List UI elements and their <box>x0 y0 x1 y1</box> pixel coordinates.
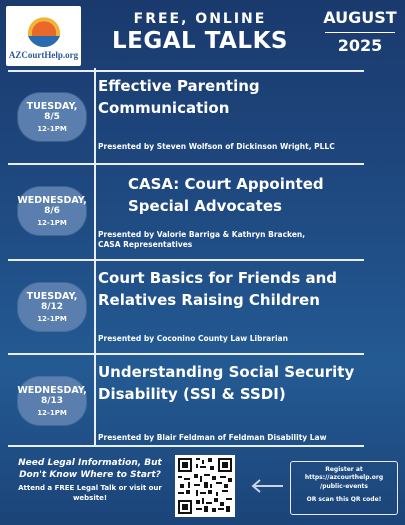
arrow-left-icon <box>250 479 284 493</box>
event-title-line: Court Basics for Friends and <box>98 269 338 287</box>
date-badge <box>18 187 86 235</box>
year-label: 2025 <box>337 36 383 55</box>
footer-info <box>10 458 170 503</box>
event-date: 8/6 <box>44 206 60 217</box>
event-title-line: Disability (SSI & SSDI) <box>98 384 286 403</box>
event-presenter: Presented by Valorie Barriga & Kathryn Bracken, CASA Representatives <box>98 230 306 250</box>
event-title-line: Effective Parenting <box>98 77 260 95</box>
event-title-line: Communication <box>98 98 230 117</box>
date-badge <box>18 377 86 425</box>
event-date: 8/12 <box>40 302 64 313</box>
title-small: FREE, ONLINE <box>133 11 267 27</box>
event-time: 12-1PM <box>37 124 67 133</box>
event-presenter: Presented by Coconino County Law Librarian <box>98 334 288 343</box>
event-presenter: Presented by Blair Feldman of Feldman Disability Law <box>98 433 327 442</box>
month-divider <box>325 32 395 33</box>
event-title[interactable] <box>98 362 398 406</box>
logo-text: AZCourtHelp.org <box>8 49 79 60</box>
qr-code-icon <box>178 458 232 514</box>
event-title[interactable] <box>98 76 398 120</box>
qr-instruction: OR scan this QR code! <box>306 496 382 504</box>
register-link-path[interactable]: /public-events <box>320 482 368 490</box>
page-title: LEGAL TALKS <box>112 28 288 54</box>
month-label: AUGUST <box>323 8 397 27</box>
event-date: 8/13 <box>40 396 64 407</box>
event-day: TUESDAY, <box>26 290 78 302</box>
row-divider <box>8 163 364 165</box>
event-time: 12-1PM <box>37 314 67 323</box>
azcourthelp-logo[interactable] <box>6 6 81 66</box>
sun-logo-icon <box>27 13 61 47</box>
event-day: WEDNESDAY, <box>17 384 87 396</box>
row-divider <box>8 70 364 72</box>
event-day: TUESDAY, <box>26 100 78 112</box>
event-title-line: CASA: Court Appointed <box>128 175 324 193</box>
event-title-line: Understanding Social Security <box>98 363 355 381</box>
event-date: 8/5 <box>44 112 60 123</box>
event-time: 12-1PM <box>37 408 67 417</box>
register-label: Register at <box>325 466 363 473</box>
date-badge <box>18 93 86 141</box>
event-title[interactable] <box>98 268 398 312</box>
register-link[interactable]: https://azcourthelp.org <box>304 474 384 482</box>
event-title[interactable] <box>128 174 388 218</box>
row-divider <box>8 445 364 447</box>
date-badge <box>18 283 86 331</box>
event-title-line: Special Advocates <box>128 196 282 215</box>
event-day: WEDNESDAY, <box>17 194 87 206</box>
footer-subtext: Attend a FREE Legal Talk or visit our website! <box>18 484 162 502</box>
qr-code[interactable] <box>175 455 235 517</box>
row-divider <box>8 259 364 261</box>
vertical-divider <box>94 68 96 445</box>
header <box>0 0 405 72</box>
register-box[interactable] <box>290 461 398 515</box>
event-title-line: Relatives Raising Children <box>98 290 320 309</box>
event-time: 12-1PM <box>37 218 67 227</box>
row-divider <box>8 353 364 355</box>
event-presenter: Presented by Steven Wolfson of Dickinson Wright, PLLC <box>98 142 335 151</box>
footer-question: Need Legal Information, But Don't Know Where to Start? <box>18 458 162 480</box>
